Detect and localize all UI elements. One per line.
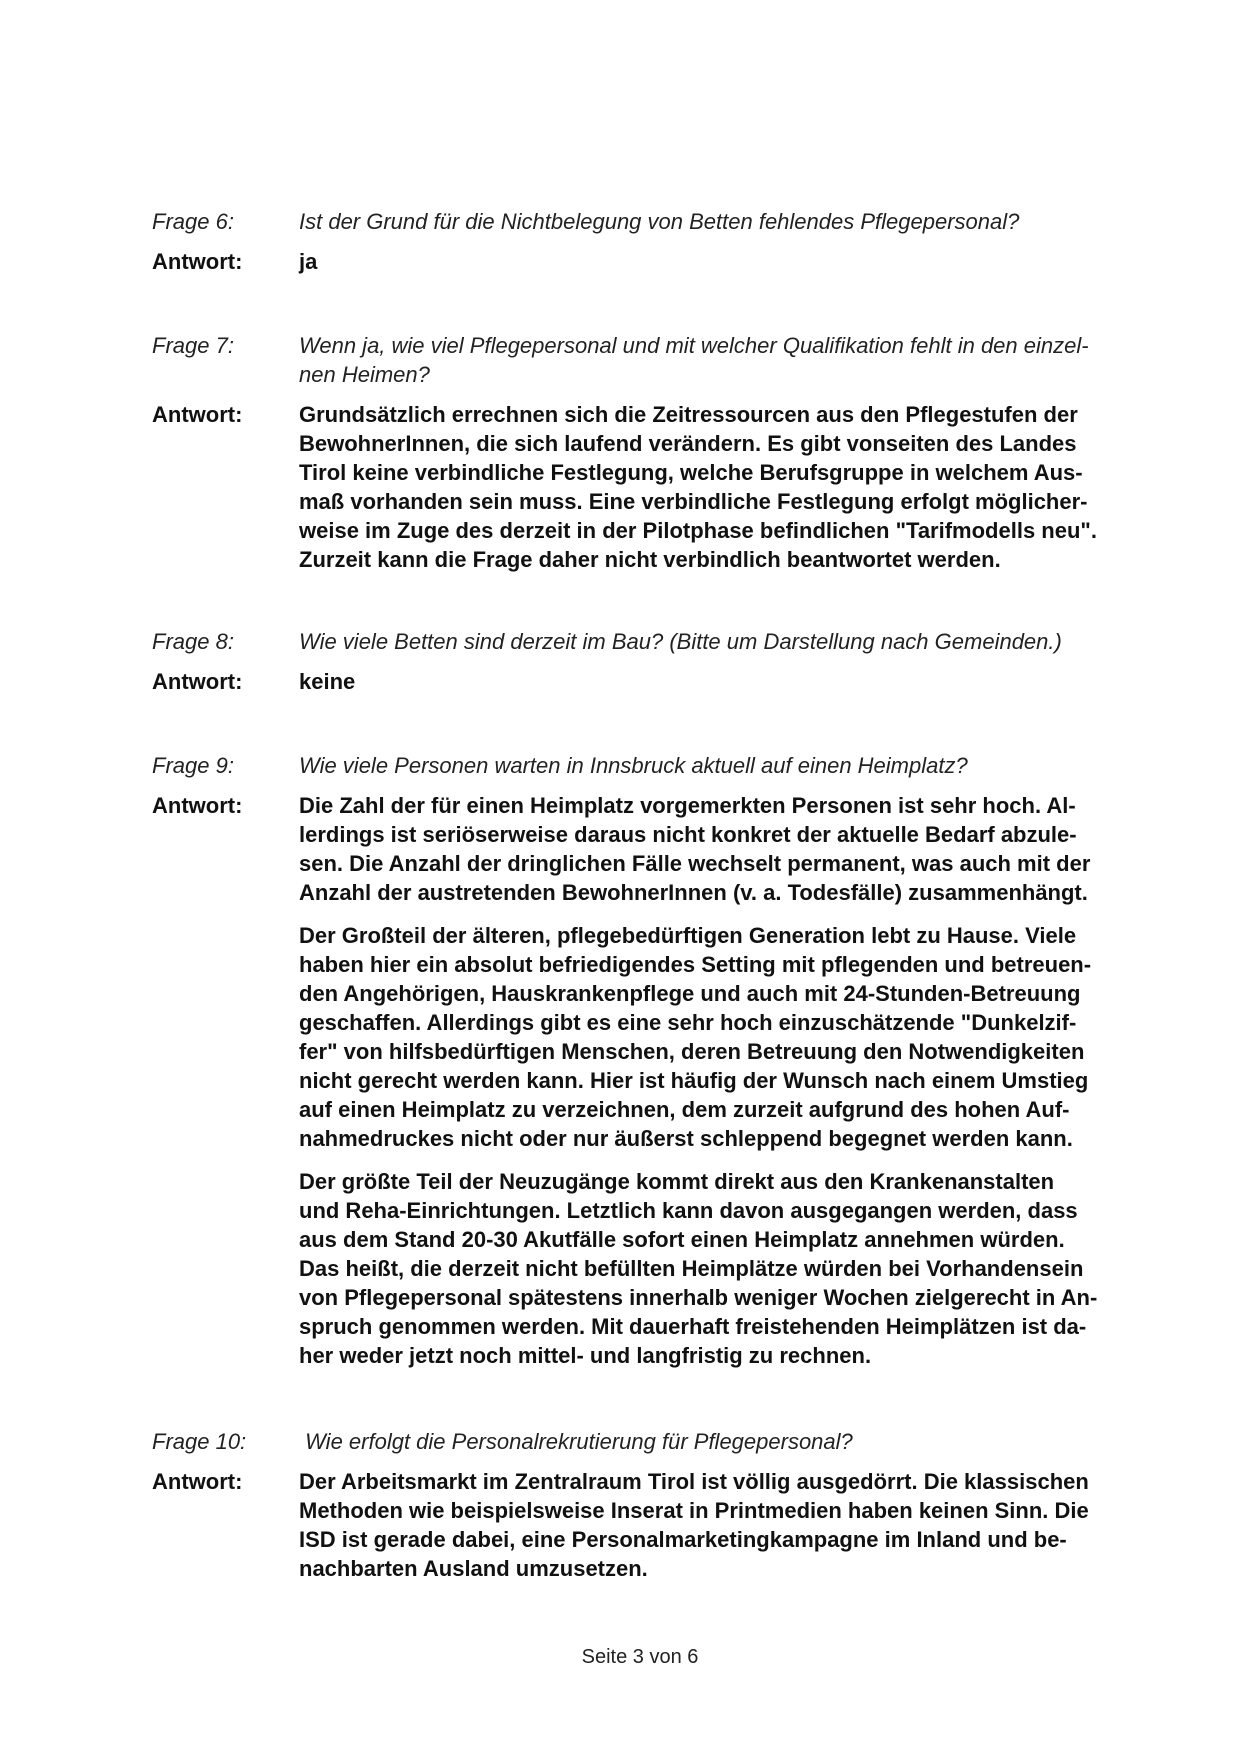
- answer-line: ja: [299, 249, 318, 274]
- answer-line: Das heißt, die derzeit nicht befüllten Heimplätze würden bei Vorhandensein: [299, 1256, 1084, 1281]
- answer-line: Die Zahl der für einen Heimplatz vorgemerkten Personen ist sehr hoch. Al-: [299, 793, 1076, 818]
- answer-text: [299, 247, 1142, 276]
- answer-line: aus dem Stand 20-30 Akutfälle sofort einen Heimplatz annehmen würden.: [299, 1227, 1065, 1252]
- question-line: Ist der Grund für die Nichtbelegung von Betten fehlendes Pflegepersonal?: [299, 209, 1020, 234]
- answer-label: Antwort:: [152, 249, 243, 274]
- question-label: Frage 6:: [152, 209, 234, 234]
- answer-line: nahmedruckes nicht oder nur äußerst schleppend begegnet werden kann.: [299, 1126, 1073, 1151]
- answer-line: Der Arbeitsmarkt im Zentralraum Tirol ist völlig ausgedörrt. Die klassischen: [299, 1469, 1089, 1494]
- answer-label: Antwort:: [152, 669, 243, 694]
- answer-paragraph: [299, 1467, 1142, 1583]
- answer-line: haben hier ein absolut befriedigendes Setting mit pflegenden und betreuen-: [299, 952, 1092, 977]
- answer-line: Grundsätzlich errechnen sich die Zeitressourcen aus den Pflegestufen der: [299, 402, 1078, 427]
- answer-line: Der größte Teil der Neuzugänge kommt direkt aus den Krankenanstalten: [299, 1169, 1055, 1194]
- question-line: Wenn ja, wie viel Pflegepersonal und mit welcher Qualifikation fehlt in den einzel-: [299, 333, 1089, 358]
- answer-text: [299, 1467, 1142, 1583]
- answer-paragraph: [299, 400, 1142, 574]
- answer-paragraph: [299, 791, 1142, 907]
- answer-line: Der Großteil der älteren, pflegebedürftigen Generation lebt zu Hause. Viele: [299, 923, 1077, 948]
- answer-line: fer" von hilfsbedürftigen Menschen, deren Betreuung den Notwendigkeiten: [299, 1039, 1085, 1064]
- answer-line: und Reha-Einrichtungen. Letztlich kann davon ausgegangen werden, dass: [299, 1198, 1078, 1223]
- answer-line: auf einen Heimplatz zu verzeichnen, dem zurzeit aufgrund des hohen Auf-: [299, 1097, 1070, 1122]
- question-text: [299, 207, 1142, 236]
- question-line: Wie viele Personen warten in Innsbruck aktuell auf einen Heimplatz?: [299, 753, 968, 778]
- answer-row: [152, 247, 1142, 276]
- answer-row: [152, 791, 1142, 1370]
- answer-line: Tirol keine verbindliche Festlegung, welche Berufsgruppe in welchem Aus-: [299, 460, 1083, 485]
- question-label: Frage 7:: [152, 333, 234, 358]
- answer-line: lerdings ist seriöserweise daraus nicht konkret der aktuelle Bedarf abzule-: [299, 822, 1077, 847]
- answer-row: [152, 667, 1142, 696]
- answer-line: Anzahl der austretenden BewohnerInnen (v. a. Todesfälle) zusammenhängt.: [299, 880, 1088, 905]
- answer-row: [152, 1467, 1142, 1583]
- answer-line: den Angehörigen, Hauskrankenpflege und auch mit 24-Stunden-Betreuung: [299, 981, 1081, 1006]
- answer-line: Methoden wie beispielsweise Inserat in Printmedien haben keinen Sinn. Die: [299, 1498, 1089, 1523]
- qa-block-9: [152, 751, 1142, 1370]
- answer-line: her weder jetzt noch mittel- und langfristig zu rechnen.: [299, 1343, 872, 1368]
- answer-line: Zurzeit kann die Frage daher nicht verbindlich beantwortet werden.: [299, 547, 1001, 572]
- qa-block-6: [152, 207, 1142, 276]
- answer-line: geschaffen. Allerdings gibt es eine sehr hoch einzuschätzende "Dunkelzif-: [299, 1010, 1077, 1035]
- answer-label: Antwort:: [152, 1469, 243, 1494]
- answer-text: [299, 667, 1142, 696]
- answer-paragraph: [299, 921, 1142, 1153]
- answer-paragraph: [299, 1167, 1142, 1370]
- answer-line: nachbarten Ausland umzusetzen.: [299, 1556, 648, 1581]
- question-label: Frage 9:: [152, 753, 234, 778]
- question-text: [299, 331, 1142, 389]
- answer-label: Antwort:: [152, 402, 243, 427]
- qa-block-7: [152, 331, 1142, 574]
- answer-line: maß vorhanden sein muss. Eine verbindliche Festlegung erfolgt möglicher-: [299, 489, 1088, 514]
- answer-paragraph: [299, 667, 1142, 696]
- question-row: [152, 331, 1142, 389]
- answer-text: [299, 791, 1142, 1370]
- question-row: [152, 207, 1142, 236]
- question-line: nen Heimen?: [299, 362, 430, 387]
- answer-line: keine: [299, 669, 356, 694]
- answer-line: von Pflegepersonal spätestens innerhalb weniger Wochen zielgerecht in An-: [299, 1285, 1098, 1310]
- qa-block-10: [152, 1427, 1142, 1583]
- answer-label: Antwort:: [152, 793, 243, 818]
- page-number-footer: Seite 3 von 6: [581, 1646, 699, 1668]
- question-row: [152, 1427, 1142, 1456]
- answer-line: nicht gerecht werden kann. Hier ist häufig der Wunsch nach einem Umstieg: [299, 1068, 1089, 1093]
- question-text: [299, 627, 1142, 656]
- question-label: Frage 8:: [152, 629, 234, 654]
- qa-block-8: [152, 627, 1142, 696]
- question-line: Wie erfolgt die Personalrekrutierung für Pflegepersonal?: [299, 1429, 853, 1454]
- answer-paragraph: [299, 247, 1142, 276]
- question-text: [299, 1427, 1142, 1456]
- question-row: [152, 751, 1142, 780]
- answer-text: [299, 400, 1142, 574]
- answer-line: spruch genommen werden. Mit dauerhaft freistehenden Heimplätzen ist da-: [299, 1314, 1087, 1339]
- question-label: Frage 10:: [152, 1429, 247, 1454]
- answer-line: weise im Zuge des derzeit in der Pilotphase befindlichen "Tarifmodells neu".: [299, 518, 1097, 543]
- answer-line: BewohnerInnen, die sich laufend verändern. Es gibt vonseiten des Landes: [299, 431, 1077, 456]
- question-text: [299, 751, 1142, 780]
- answer-row: [152, 400, 1142, 574]
- question-line: Wie viele Betten sind derzeit im Bau? (Bitte um Darstellung nach Gemeinden.): [299, 629, 1062, 654]
- answer-line: sen. Die Anzahl der dringlichen Fälle wechselt permanent, was auch mit der: [299, 851, 1091, 876]
- question-row: [152, 627, 1142, 656]
- answer-line: ISD ist gerade dabei, eine Personalmarketingkampagne im Inland und be-: [299, 1527, 1067, 1552]
